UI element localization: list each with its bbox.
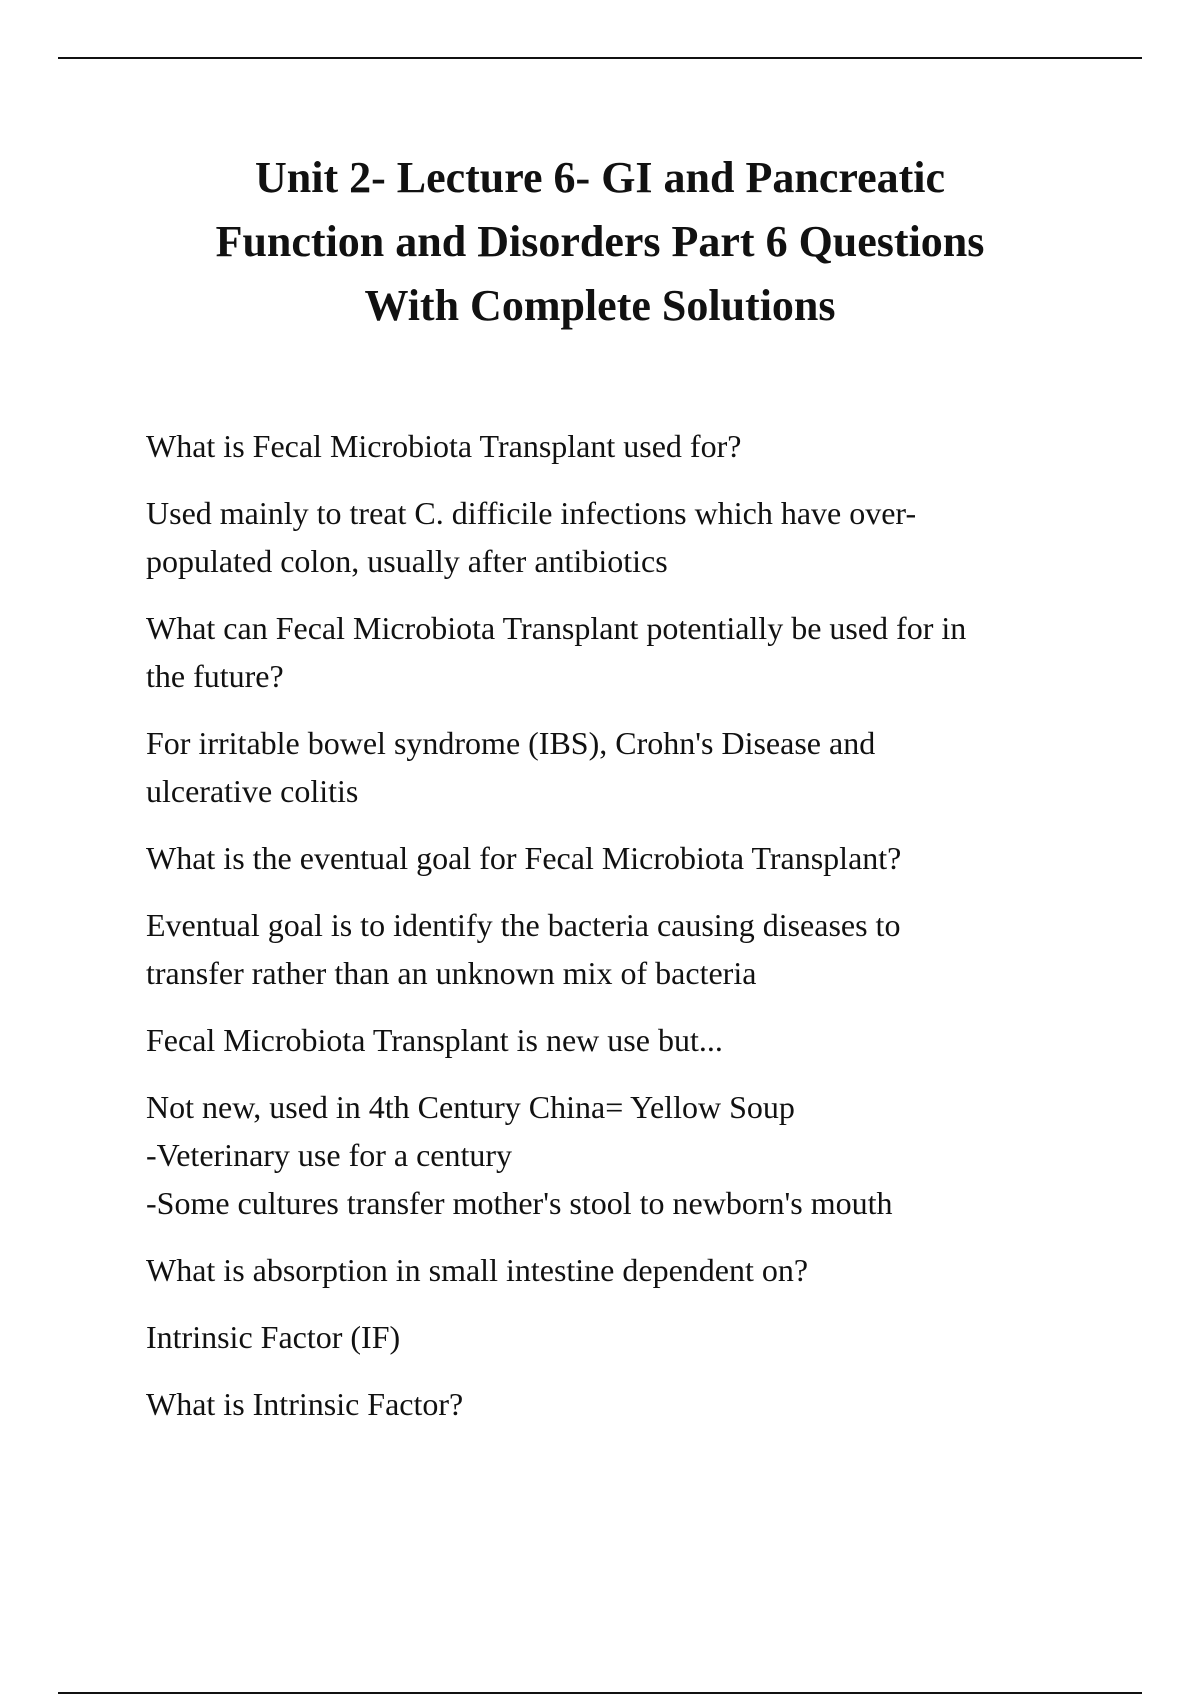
top-divider: [58, 57, 1142, 59]
answer-text: [146, 1083, 1096, 1227]
text-line: ulcerative colitis: [146, 773, 359, 809]
text-line: Not new, used in 4th Century China= Yellow Soup: [146, 1089, 795, 1125]
text-line: What is the eventual goal for Fecal Microbiota Transplant?: [146, 840, 902, 876]
answer-text: [146, 719, 1096, 815]
text-line: -Veterinary use for a century: [146, 1137, 513, 1173]
text-line: Eventual goal is to identify the bacteria causing diseases to: [146, 907, 901, 943]
text-line: What can Fecal Microbiota Transplant potentially be used for in: [146, 610, 967, 646]
title-line: With Complete Solutions: [364, 281, 836, 330]
document-title: [100, 146, 1100, 338]
question-text: [146, 834, 1096, 882]
bottom-divider: [58, 1692, 1142, 1694]
answer-text: [146, 1313, 1096, 1361]
text-line: -Some cultures transfer mother's stool to newborn's mouth: [146, 1185, 893, 1221]
question-text: [146, 422, 1096, 470]
text-line: What is absorption in small intestine dependent on?: [146, 1252, 809, 1288]
answer-text: [146, 489, 1096, 585]
question-text: [146, 1016, 1096, 1064]
text-line: Intrinsic Factor (IF): [146, 1319, 401, 1355]
text-line: For irritable bowel syndrome (IBS), Crohn's Disease and: [146, 725, 876, 761]
text-line: What is Fecal Microbiota Transplant used for?: [146, 428, 742, 464]
question-text: [146, 1380, 1096, 1428]
title-line: Unit 2- Lecture 6- GI and Pancreatic: [254, 153, 946, 202]
text-line: the future?: [146, 658, 284, 694]
text-line: Used mainly to treat C. difficile infections which have over-: [146, 495, 917, 531]
text-line: transfer rather than an unknown mix of bacteria: [146, 955, 757, 991]
question-text: [146, 604, 1096, 700]
text-line: Fecal Microbiota Transplant is new use but...: [146, 1022, 723, 1058]
title-line: Function and Disorders Part 6 Questions: [215, 217, 985, 266]
qa-list: [146, 422, 1096, 1447]
text-line: What is Intrinsic Factor?: [146, 1386, 464, 1422]
answer-text: [146, 901, 1096, 997]
question-text: [146, 1246, 1096, 1294]
text-line: populated colon, usually after antibiotics: [146, 543, 668, 579]
